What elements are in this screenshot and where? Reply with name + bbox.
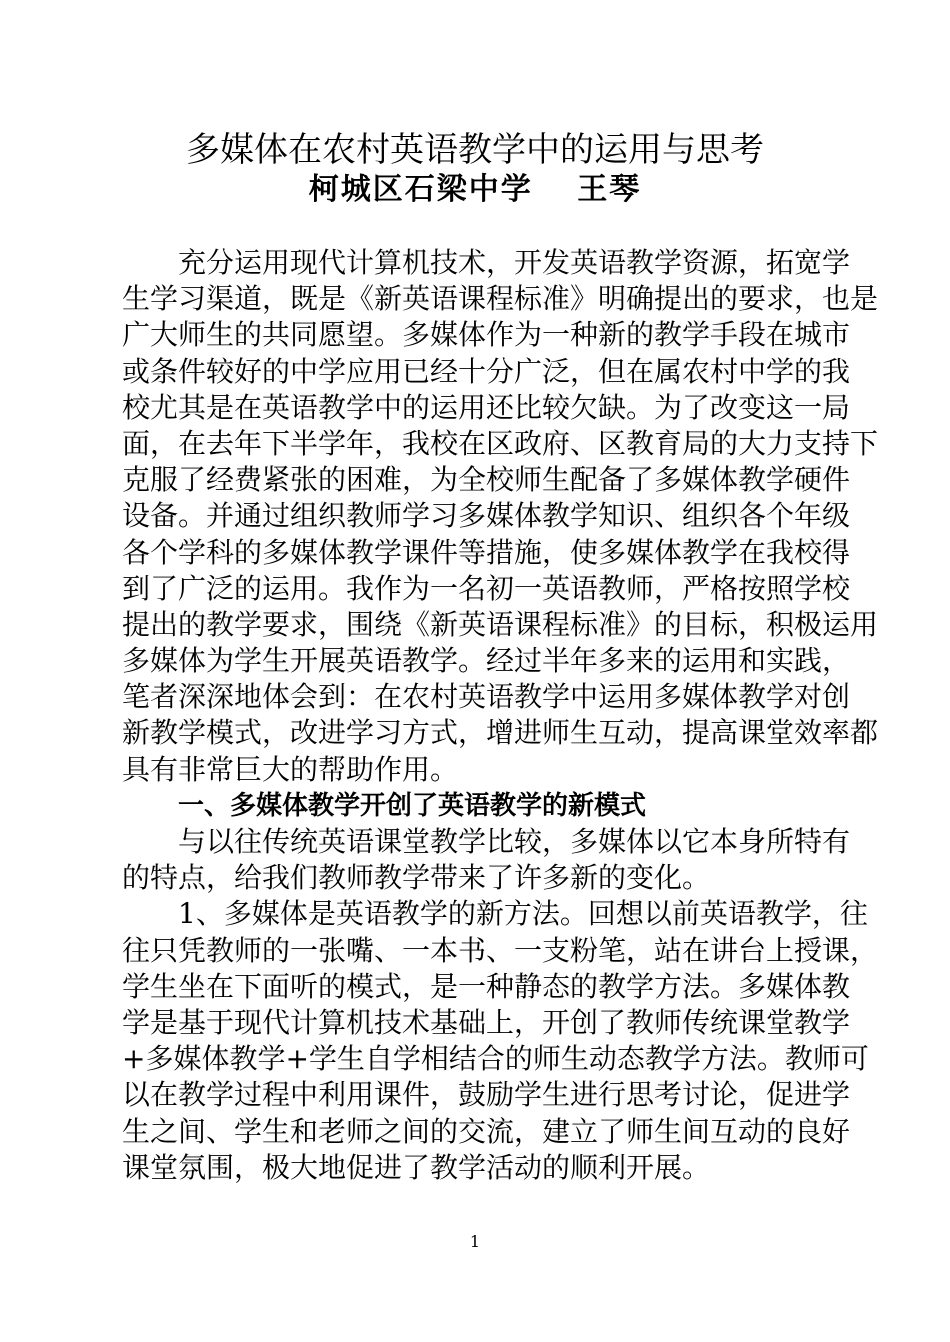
text-line: 1、多媒体是英语教学的新方法。回想以前英语教学，往 xyxy=(178,897,868,931)
text-line: 新教学模式，改进学习方式，增进师生互动，提高课堂效率都 xyxy=(122,716,879,750)
paragraph-1 xyxy=(122,245,879,788)
text-line: 以在教学过程中利用课件，鼓励学生进行思考讨论，促进学 xyxy=(122,1078,851,1112)
text-line: 生学习渠道，既是《新英语课程标准》明确提出的要求，也是 xyxy=(122,282,879,316)
text-line: 学是基于现代计算机技术基础上，开创了教师传统课堂教学 xyxy=(122,1005,851,1039)
section-heading: 一、多媒体教学开创了英语教学的新模式 xyxy=(178,790,647,821)
author-line: 柯城区石梁中学 王琴 xyxy=(308,172,642,207)
text-line: 多媒体为学生开展英语教学。经过半年多来的运用和实践， xyxy=(122,644,851,678)
document-title: 多媒体在农村英语教学中的运用与思考 xyxy=(186,130,764,170)
text-line: 各个学科的多媒体教学课件等措施，使多媒体教学在我校得 xyxy=(122,535,851,569)
text-line: 充分运用现代计算机技术，开发英语教学资源，拓宽学 xyxy=(178,246,851,279)
text-line: 到了广泛的运用。我作为一名初一英语教师，严格按照学校 xyxy=(122,571,851,605)
text-line: 或条件较好的中学应用已经十分广泛，但在属农村中学的我 xyxy=(122,354,851,388)
document-body xyxy=(122,245,879,1186)
page-number: 1 xyxy=(469,1232,481,1251)
text-line: 课堂氛围，极大地促进了教学活动的顺利开展。 xyxy=(122,1150,711,1184)
text-line: 克服了经费紧张的困难，为全校师生配备了多媒体教学硬件 xyxy=(122,463,851,497)
text-line: 具有非常巨大的帮助作用。 xyxy=(122,752,459,786)
text-line: 面，在去年下半学年，我校在区政府、区教育局的大力支持下 xyxy=(122,426,879,460)
text-line: 笔者深深地体会到：在农村英语教学中运用多媒体教学对创 xyxy=(122,680,851,714)
text-line: 学生坐在下面听的模式，是一种静态的教学方法。多媒体教 xyxy=(122,969,851,1003)
paragraph-3 xyxy=(122,896,879,1186)
text-line: 设备。并通过组织教师学习多媒体教学知识、组织各个年级 xyxy=(122,499,851,533)
text-line: 往只凭教师的一张嘴、一本书、一支粉笔，站在讲台上授课， xyxy=(122,933,879,967)
paragraph-2 xyxy=(122,824,851,896)
text-line: +多媒体教学+学生自学相结合的师生动态教学方法。教师可 xyxy=(122,1042,869,1076)
text-line: 与以往传统英语课堂教学比较，多媒体以它本身所特有 xyxy=(178,825,851,858)
text-line: 生之间、学生和老师之间的交流，建立了师生间互动的良好 xyxy=(122,1114,851,1148)
text-line: 校尤其是在英语教学中的运用还比较欠缺。为了改变这一局 xyxy=(122,390,851,424)
text-line: 提出的教学要求，围绕《新英语课程标准》的目标，积极运用 xyxy=(122,607,879,641)
text-line: 广大师生的共同愿望。多媒体作为一种新的教学手段在城市 xyxy=(122,318,851,352)
text-line: 的特点，给我们教师教学带来了许多新的变化。 xyxy=(122,861,711,895)
